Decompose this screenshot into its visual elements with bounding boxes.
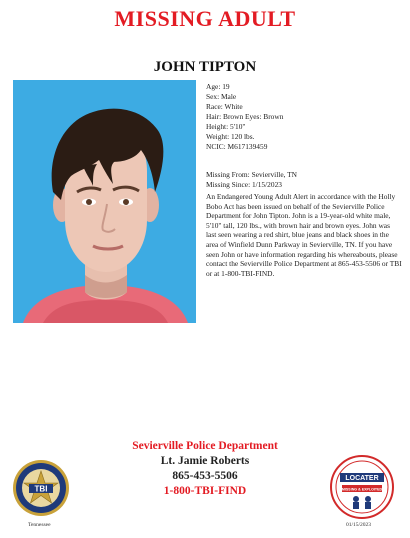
details-spacer <box>206 152 402 170</box>
detail-missing-since: Missing Since: 1/15/2023 <box>206 180 282 189</box>
person-photo-illustration <box>13 80 196 323</box>
poster-title: MISSING ADULT <box>114 6 296 31</box>
detail-description: An Endangered Young Adult Alert in accordance with the Holly Bobo Act has been issued on behalf of the Sevierville Police Department for John Tipton. John is a 19-year-old white male, 5'10" tall, 120 lbs., with brown hair and brown eyes. John was last seen wearing a red shirt, blue jeans and black shoes in the area of Winfield Dunn Parkway in Sevierville, TN. If you have seen John or have information regarding his whereabouts, please contact the Sevierville Police Department at 865-453-5506 or TBI or at 1-800-TBI-FIND. <box>206 192 402 278</box>
person-photo <box>13 80 196 323</box>
locater-sub-text: MISSING & EXPLOITED <box>341 487 383 492</box>
poster-date: 01/15/2023 <box>346 522 372 528</box>
person-name: JOHN TIPTON <box>153 59 257 75</box>
detail-ncic: NCIC: M617139459 <box>206 142 268 151</box>
tbi-caption: Tennessee <box>28 522 51 528</box>
detail-weight: Weight: 120 lbs. <box>206 132 255 141</box>
tbi-logo-text: TBI <box>34 484 48 494</box>
locater-logo-icon <box>330 455 394 519</box>
detail-sex: Sex: Male <box>206 92 237 101</box>
contact-tbi-phone: 1-800-TBI-FIND <box>163 485 247 497</box>
detail-age: Age: 19 <box>206 82 230 91</box>
tbi-seal-icon <box>12 459 70 517</box>
contact-officer: Lt. Jamie Roberts <box>160 455 250 467</box>
contact-department: Sevierville Police Department <box>132 440 278 452</box>
detail-race: Race: White <box>206 102 243 111</box>
detail-height: Height: 5'10" <box>206 122 246 131</box>
person-details <box>206 82 402 278</box>
detail-hair-eyes: Hair: Brown Eyes: Brown <box>206 112 284 121</box>
locater-logo-text: LOCATER <box>345 475 379 482</box>
contact-phone: 865-453-5506 <box>172 470 238 482</box>
detail-missing-from: Missing From: Sevierville, TN <box>206 170 298 179</box>
